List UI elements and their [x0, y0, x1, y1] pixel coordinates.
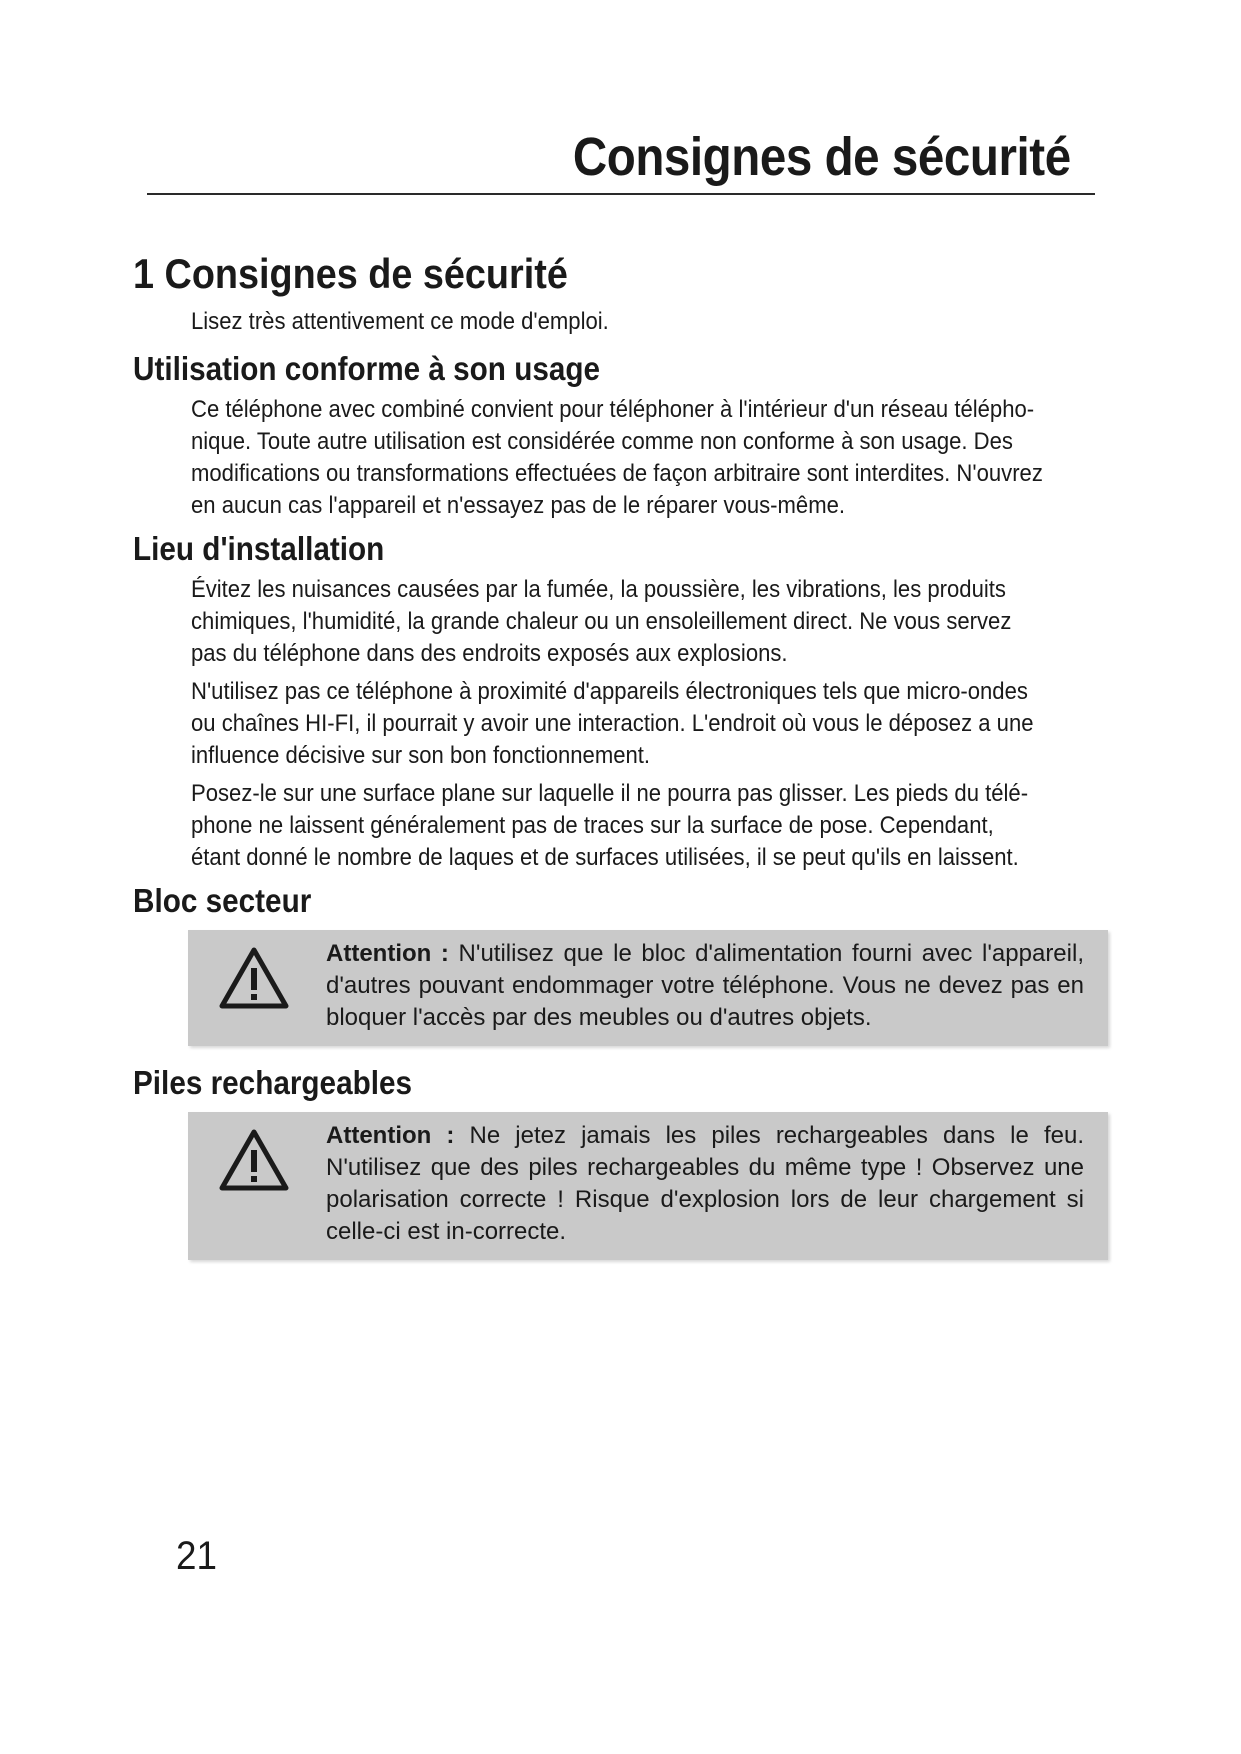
- attention-label: Attention :: [326, 940, 449, 967]
- page-header-title: Consignes de sécurité: [573, 127, 1071, 187]
- header-divider: [147, 193, 1095, 195]
- installation-paragraph-2: N'utilisez pas ce téléphone à proximité d'appareils électroniques tels que micro-ondes ou chaînes HI-FI, il pourrait y avoir une interaction. L'endroit où vous le déposez a une influence décisive sur son bon fonctionnement.: [191, 678, 1034, 769]
- page-number: 21: [176, 1534, 217, 1578]
- section-title: 1 Consignes de sécurité: [133, 250, 568, 297]
- power-heading: Bloc secteur: [133, 882, 312, 919]
- warning-triangle-icon: [218, 1128, 290, 1192]
- attention-label: Attention :: [326, 1122, 455, 1149]
- installation-paragraph-3: Posez-le sur une surface plane sur laquelle il ne pourra pas glisser. Les pieds du télé-phone ne laissent généralement pas de traces sur la surface de pose. Cependant, étant donné le nombre de laques et de surfaces utilisées, il se peut qu'ils en laissent.: [191, 780, 1029, 871]
- attention-message: N'utilisez que le bloc d'alimentation fourni avec l'appareil, d'autres pouvant endommager votre téléphone. Vous ne devez pas en bloquer l'accès par des meubles ou d'autres objets.: [326, 940, 1084, 1031]
- installation-heading: Lieu d'installation: [133, 530, 385, 567]
- attention-message: Ne jetez jamais les piles rechargeables dans le feu. N'utilisez que des piles rechargeables du même type ! Observez une polarisation correcte ! Risque d'explosion lors de leur chargement si celle-ci est in-correcte.: [326, 1122, 1084, 1245]
- section-intro: Lisez très attentivement ce mode d'emploi.: [191, 308, 609, 335]
- installation-paragraph-1: Évitez les nuisances causées par la fumée, la poussière, les vibrations, les produits chimiques, l'humidité, la grande chaleur ou un ensoleillement direct. Ne vous servez pas du téléphone dans des endroits exposés aux explosions.: [191, 576, 1012, 667]
- usage-paragraph: Ce téléphone avec combiné convient pour téléphoner à l'intérieur d'un réseau télépho-nique. Toute autre utilisation est considérée comme non conforme à son usage. Des modifications ou transformations effectuées de façon arbitraire sont interdites. N'ouvrez en aucun cas l'appareil et n'essayez pas de le réparer vous-même.: [191, 396, 1043, 519]
- batteries-attention-text: [326, 1120, 1084, 1248]
- warning-triangle-icon: [218, 946, 290, 1010]
- page-content: [133, 250, 1113, 1278]
- batteries-attention-box: [188, 1112, 1108, 1260]
- power-attention-box: [188, 930, 1108, 1046]
- power-attention-text: [326, 938, 1084, 1034]
- usage-heading: Utilisation conforme à son usage: [133, 350, 601, 387]
- batteries-heading: Piles rechargeables: [133, 1064, 413, 1101]
